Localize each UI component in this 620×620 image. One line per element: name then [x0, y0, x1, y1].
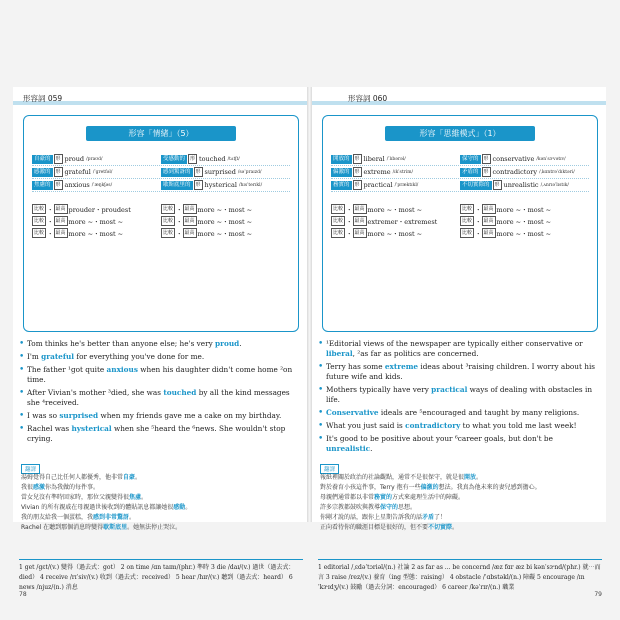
bullet-icon: •	[19, 424, 25, 434]
example-sentence	[318, 339, 600, 359]
word-chinese: 偏激的	[333, 168, 350, 175]
sentence-part: The father ¹got quite	[27, 365, 107, 374]
sentence-keyword: unrealistic	[326, 444, 371, 453]
translation-part: 。	[476, 474, 483, 481]
translation-keyword: 務實的	[374, 494, 393, 501]
bullet-icon: •	[318, 339, 324, 349]
superlative-label: 最高	[354, 230, 365, 236]
word-chinese: 不切實際的	[462, 181, 490, 188]
sentence-text	[27, 424, 301, 444]
vocabulary-footnotes: 1 editorial /ˌɛdəˈtɔriəl/(n.) 社論 2 as far as ... be concernd /æz fɑr æz bi kənˈsɝnd/(phr.) 就⋯而言 3 raise /rez/(v.) 養育（ing 型態：raising） 4 obstacle /ˈɑbstəkl/(n.) 障礙 5 encourage /ɪnˈkɝɪdʒ/(v.) 鼓勵（過去分詞：encouraged） 6 career /kəˈrɪr/(n.) 職業	[318, 559, 602, 593]
word-chinese: 自豪的	[34, 155, 51, 162]
comparison-entry	[32, 204, 161, 214]
comparison-list	[32, 203, 290, 239]
example-sentence	[19, 424, 301, 444]
comparison-forms: extremer・extremest	[367, 217, 438, 226]
superlative-label: 最高	[354, 218, 365, 224]
translation-line	[21, 473, 303, 483]
sentence-keyword: anxious	[106, 365, 138, 374]
word-phonetic: /ˈpræktɪkl/	[394, 182, 419, 188]
translation-part: 我的朋友給我一個蛋糕，我	[21, 514, 94, 521]
translation-part: 思想。	[398, 504, 417, 511]
word-phonetic: /ˈlɪbərəl/	[386, 156, 406, 162]
left-page	[13, 87, 307, 598]
sentence-part: for everything you've done for me.	[74, 352, 205, 361]
comparison-forms: more ~・most ~	[68, 229, 124, 238]
page-tab	[13, 87, 307, 109]
vocabulary-footnotes: 1 get /gɛt/(v.) 變得（過去式：got） 2 on time /ɑn taɪm/(phr.) 準時 3 die /daɪ/(v.) 過世（過去式：died） 4 receive /rɪˈsiv/(v.) 收到（過去式：received） 5 hear /hɪr/(v.) 聽到（過去式：heard） 6 news /njuz/(n.) 消息	[19, 559, 303, 593]
sentence-keyword: touched	[163, 388, 197, 397]
comparison-row	[32, 215, 290, 227]
right-page	[312, 87, 606, 598]
part-of-speech: 形	[494, 182, 500, 188]
separator: ・	[346, 205, 353, 214]
sentence-part: Terry has some	[326, 362, 385, 371]
example-sentence	[318, 362, 600, 382]
word-row	[331, 153, 589, 166]
translation-keyword: 歇斯底里	[103, 524, 128, 531]
word-row	[331, 166, 589, 179]
word-phonetic: /ˌʌnrɪəˈlɪstɪk/	[540, 182, 569, 188]
bullet-icon: •	[318, 434, 324, 444]
sentence-text	[326, 362, 600, 382]
word-english: hysterical	[204, 181, 237, 189]
separator: ・	[475, 217, 482, 226]
comparison-entry	[161, 216, 290, 226]
separator: ・	[475, 205, 482, 214]
word-phonetic: /tʌtʃt/	[227, 156, 240, 162]
example-sentence	[318, 434, 600, 454]
comparative-label: 比較	[34, 230, 45, 236]
separator: ・	[176, 217, 183, 226]
comparison-forms: prouder・proudest	[68, 205, 131, 214]
comparison-entry	[161, 228, 290, 238]
part-of-speech: 形	[55, 156, 61, 162]
sentence-part: What you just said is	[326, 421, 406, 430]
word-entry	[161, 180, 290, 190]
example-sentences	[19, 339, 301, 447]
comparison-entry	[32, 228, 161, 238]
comparison-forms: more ~・most ~	[197, 217, 253, 226]
word-english: contradictory	[492, 168, 538, 176]
sentence-part: I was so	[27, 411, 60, 420]
translation-line	[320, 523, 602, 533]
translation-keyword: 感動	[173, 504, 186, 511]
word-entry	[460, 180, 589, 190]
word-chinese: 開放的	[333, 155, 350, 162]
page-tab	[312, 87, 606, 109]
sentence-part: ideas about ³raising children. I worry about his future wife and kids.	[326, 362, 596, 381]
comparison-forms: more ~・most ~	[197, 205, 253, 214]
sentence-keyword: proud	[215, 339, 240, 348]
word-list	[32, 153, 290, 192]
sentence-text	[27, 388, 301, 408]
sentence-keyword: surprised	[59, 411, 99, 420]
translation-part: 。	[129, 514, 136, 521]
comparative-label: 比較	[462, 230, 473, 236]
word-english: extreme	[363, 168, 391, 176]
page-number: 78	[19, 591, 27, 598]
separator: ・	[47, 217, 54, 226]
sentence-part: It's good to be positive about your ⁶career goals, but don't be	[326, 434, 553, 443]
word-phonetic: /səˈpraɪzd/	[237, 169, 262, 175]
comparison-entry	[460, 228, 589, 238]
example-sentence	[318, 385, 600, 405]
word-english: liberal	[363, 155, 385, 163]
translation-label: 翻譯	[21, 464, 40, 474]
separator: ・	[475, 229, 482, 238]
separator: ・	[47, 229, 54, 238]
sentence-part: to what you told me last week!	[460, 421, 577, 430]
bullet-icon: •	[19, 411, 25, 421]
word-english: touched	[199, 155, 226, 163]
word-phonetic: /kənˈsɝvətɪv/	[536, 156, 566, 162]
translation-keyword: 開放	[464, 474, 477, 481]
superlative-label: 最高	[55, 206, 66, 212]
sentence-text	[326, 434, 600, 454]
word-english: grateful	[64, 168, 91, 176]
comparison-forms: more ~・most ~	[496, 217, 552, 226]
comparison-entry	[331, 204, 460, 214]
page-number: 79	[594, 591, 602, 598]
word-list	[331, 153, 589, 192]
translation-keyword: 矛盾	[422, 514, 435, 521]
sentence-part: Tom thinks he's better than anyone else; he's very	[27, 339, 216, 348]
translation-keyword: 感激	[33, 484, 46, 491]
sentence-text	[326, 385, 600, 405]
word-english: practical	[363, 181, 393, 189]
comparative-label: 比較	[163, 206, 174, 212]
translation-part: 我很	[21, 484, 34, 491]
comparison-forms: more ~・most ~	[68, 217, 124, 226]
translation-line	[21, 513, 303, 523]
example-sentence	[19, 352, 301, 362]
comparison-forms: more ~・most ~	[197, 229, 253, 238]
sentence-text	[326, 339, 600, 359]
comparative-label: 比較	[333, 206, 344, 212]
bullet-icon: •	[318, 421, 324, 431]
tab-label: 形容詞 060	[348, 94, 388, 103]
word-row	[32, 153, 290, 166]
word-chinese: 感激的	[34, 168, 51, 175]
translation-keyword: 自豪	[123, 474, 136, 481]
example-sentence	[19, 339, 301, 349]
word-entry	[460, 154, 589, 164]
word-row	[32, 166, 290, 179]
example-sentence	[318, 408, 600, 418]
superlative-label: 最高	[55, 218, 66, 224]
word-entry	[331, 180, 460, 190]
sentence-part: when she ⁵heard the ⁶news. She wouldn't stop crying.	[27, 424, 286, 443]
translation-part: Vivian 的所有親戚在母親過世後收到的體貼訊息都讓她很	[21, 504, 174, 511]
translation-part: 。	[185, 504, 192, 511]
sentence-part: I'm	[27, 352, 42, 361]
word-english: proud	[64, 155, 85, 163]
translation-keyword: 不切實際	[428, 524, 453, 531]
word-phonetic: /ˈgretfəl/	[92, 169, 113, 175]
sentence-part: by all the kind messages she ⁴received.	[27, 388, 290, 407]
word-phonetic: /praʊd/	[86, 156, 103, 162]
part-of-speech: 形	[195, 182, 201, 188]
translation-label: 翻譯	[320, 464, 339, 474]
comparative-label: 比較	[333, 218, 344, 224]
example-sentence	[19, 388, 301, 408]
translation-part: 報紙裡關於政治的社論觀點，通常不是很保守，就是很	[320, 474, 465, 481]
translation-keyword: 焦慮	[129, 494, 142, 501]
comparison-list	[331, 203, 589, 239]
word-chinese: 歇斯底里的	[163, 181, 191, 188]
bullet-icon: •	[19, 365, 25, 375]
comparison-forms: more ~・most ~	[367, 205, 423, 214]
superlative-label: 最高	[184, 230, 195, 236]
comparison-entry	[460, 216, 589, 226]
word-entry	[460, 167, 589, 177]
word-row	[331, 179, 589, 192]
separator: ・	[176, 229, 183, 238]
word-entry	[32, 167, 161, 177]
comparative-label: 比較	[34, 218, 45, 224]
word-chinese: 保守的	[462, 155, 479, 162]
sentence-keyword: Conservative	[326, 408, 379, 417]
translation-line	[21, 483, 303, 493]
superlative-label: 最高	[184, 218, 195, 224]
comparison-row	[32, 203, 290, 215]
vocab-box	[23, 115, 299, 332]
superlative-label: 最高	[483, 218, 494, 224]
word-phonetic: /ɪkˈstrim/	[392, 169, 414, 175]
sentence-keyword: practical	[431, 385, 468, 394]
comparative-label: 比較	[462, 206, 473, 212]
tab-label: 形容詞 059	[23, 94, 63, 103]
comparative-label: 比較	[163, 218, 174, 224]
bullet-icon: •	[19, 352, 25, 362]
word-chinese: 務實的	[333, 181, 350, 188]
comparison-entry	[331, 228, 460, 238]
comparison-entry	[32, 216, 161, 226]
bullet-icon: •	[318, 362, 324, 372]
comparison-row	[331, 215, 589, 227]
word-entry	[331, 154, 460, 164]
example-sentences	[318, 339, 600, 457]
translation-part: 許多宗教都鼓吹與教導	[320, 504, 381, 511]
translation-part: Rachel 在聽到那個消息時變得	[21, 524, 104, 531]
translation-part: 方式來處理生活中的障礙。	[392, 494, 465, 501]
comparative-label: 比較	[163, 230, 174, 236]
sentence-part: , ²as far as politics are concerned.	[352, 349, 479, 358]
comparison-forms: more ~・most ~	[496, 205, 552, 214]
superlative-label: 最高	[483, 206, 494, 212]
part-of-speech: 形	[55, 182, 61, 188]
bullet-icon: •	[318, 385, 324, 395]
sentence-text	[27, 352, 204, 362]
sentence-part: ¹Editorial views of the newspaper are typically either conservative or	[326, 339, 583, 348]
bullet-icon: •	[318, 408, 324, 418]
superlative-label: 最高	[483, 230, 494, 236]
comparison-entry	[460, 204, 589, 214]
sentence-keyword: grateful	[41, 352, 75, 361]
sentence-part: After Vivian's mother ³died, she was	[27, 388, 164, 397]
word-chinese: 矛盾的	[462, 168, 479, 175]
sentence-keyword: extreme	[384, 362, 419, 371]
sentence-part: ideals are ⁵encouraged and taught by many religions.	[378, 408, 580, 417]
bullet-icon: •	[19, 339, 25, 349]
sentence-text	[27, 339, 242, 349]
comparison-entry	[161, 204, 290, 214]
word-phonetic: /ˌkɑntrəˈdɪktəri/	[539, 169, 575, 175]
part-of-speech: 形	[55, 169, 61, 175]
sentence-text	[27, 365, 301, 385]
word-entry	[32, 180, 161, 190]
sentence-keyword: contradictory	[405, 421, 461, 430]
translation-part: 。	[141, 494, 148, 501]
translation-part: 。她無法停止哭泣。	[127, 524, 182, 531]
sentence-part: .	[239, 339, 242, 348]
sentence-text	[326, 408, 579, 418]
comparison-row	[331, 203, 589, 215]
comparative-label: 比較	[462, 218, 473, 224]
vocab-box-title: 形容「情緒」（5）	[86, 126, 236, 141]
superlative-label: 最高	[184, 206, 195, 212]
comparison-row	[32, 227, 290, 239]
vocab-box	[322, 115, 598, 332]
part-of-speech: 形	[354, 169, 360, 175]
translation-line	[320, 473, 602, 483]
translation-part: 母親們通常都以非常	[320, 494, 375, 501]
sentence-keyword: hysterical	[71, 424, 112, 433]
translation-part: 你剛才說的話，跟你上星期告訴我的話	[320, 514, 423, 521]
word-english: conservative	[492, 155, 535, 163]
word-phonetic: /hɪsˈterɪkl/	[238, 182, 263, 188]
word-phonetic: /ˈæŋkʃəs/	[91, 182, 113, 188]
translation-list	[21, 473, 303, 533]
sentence-text	[326, 421, 577, 431]
translation-part: 。	[452, 524, 459, 531]
translation-list	[320, 473, 602, 533]
word-chinese: 感到驚訝的	[163, 168, 191, 175]
sentence-part: Rachel was	[27, 424, 72, 433]
part-of-speech: 形	[483, 169, 489, 175]
part-of-speech: 形	[483, 156, 489, 162]
word-chinese: 受感動的	[163, 155, 186, 162]
part-of-speech: 形	[190, 156, 196, 162]
translation-part: 。	[135, 474, 142, 481]
comparative-label: 比較	[34, 206, 45, 212]
translation-part: 對於養育小孩這件事，Terry 抱有一些	[320, 484, 421, 491]
example-sentence	[19, 365, 301, 385]
comparison-entry	[331, 216, 460, 226]
word-chinese: 焦慮的	[34, 181, 51, 188]
sentence-part: .	[370, 444, 373, 453]
word-english: unrealistic	[503, 181, 539, 189]
word-english: surprised	[204, 168, 236, 176]
word-entry	[161, 154, 290, 164]
example-sentence	[19, 411, 301, 421]
translation-keyword: 偏激的	[420, 484, 439, 491]
comparison-forms: more ~・most ~	[367, 229, 423, 238]
comparison-forms: more ~・most ~	[496, 229, 552, 238]
translation-part: 正向看待你的職涯目標是很好的，但不要	[320, 524, 429, 531]
word-entry	[161, 167, 290, 177]
word-english: anxious	[64, 181, 90, 189]
translation-line	[21, 503, 303, 513]
superlative-label: 最高	[55, 230, 66, 236]
sentence-part: Mothers typically have very	[326, 385, 432, 394]
translation-line	[320, 483, 602, 493]
part-of-speech: 形	[354, 156, 360, 162]
word-row	[32, 179, 290, 192]
separator: ・	[47, 205, 54, 214]
word-entry	[32, 154, 161, 164]
vocab-box-title: 形容「思維模式」（1）	[385, 126, 535, 141]
translation-part: 想法。我真為他未來的妻兒感到擔心。	[438, 484, 541, 491]
translation-line	[21, 493, 303, 503]
translation-keyword: 保守的	[380, 504, 399, 511]
word-entry	[331, 167, 460, 177]
separator: ・	[346, 229, 353, 238]
part-of-speech: 形	[195, 169, 201, 175]
comparison-row	[331, 227, 589, 239]
translation-line	[21, 523, 303, 533]
translation-part: 湯姆覺得自己比任何人都優秀，他非常	[21, 474, 124, 481]
separator: ・	[346, 217, 353, 226]
sentence-part: when my friends gave me a cake on my birthday.	[98, 411, 282, 420]
part-of-speech: 形	[354, 182, 360, 188]
sentence-text	[27, 411, 281, 421]
translation-part: 當女兒沒有準時回家時，那位父親變得很	[21, 494, 130, 501]
comparative-label: 比較	[333, 230, 344, 236]
sentence-keyword: liberal	[326, 349, 353, 358]
translation-part: 你為我做的每件事。	[45, 484, 100, 491]
example-sentence	[318, 421, 600, 431]
superlative-label: 最高	[354, 206, 365, 212]
translation-part: 了！	[434, 514, 447, 521]
separator: ・	[176, 205, 183, 214]
translation-line	[320, 493, 602, 503]
bullet-icon: •	[19, 388, 25, 398]
sentence-part: when his daughter didn't come home ²on time.	[27, 365, 293, 384]
sentence-part: ways of dealing with obstacles in life.	[326, 385, 593, 404]
translation-line	[320, 503, 602, 513]
translation-line	[320, 513, 602, 523]
translation-keyword: 感到非常驚訝	[93, 514, 130, 521]
